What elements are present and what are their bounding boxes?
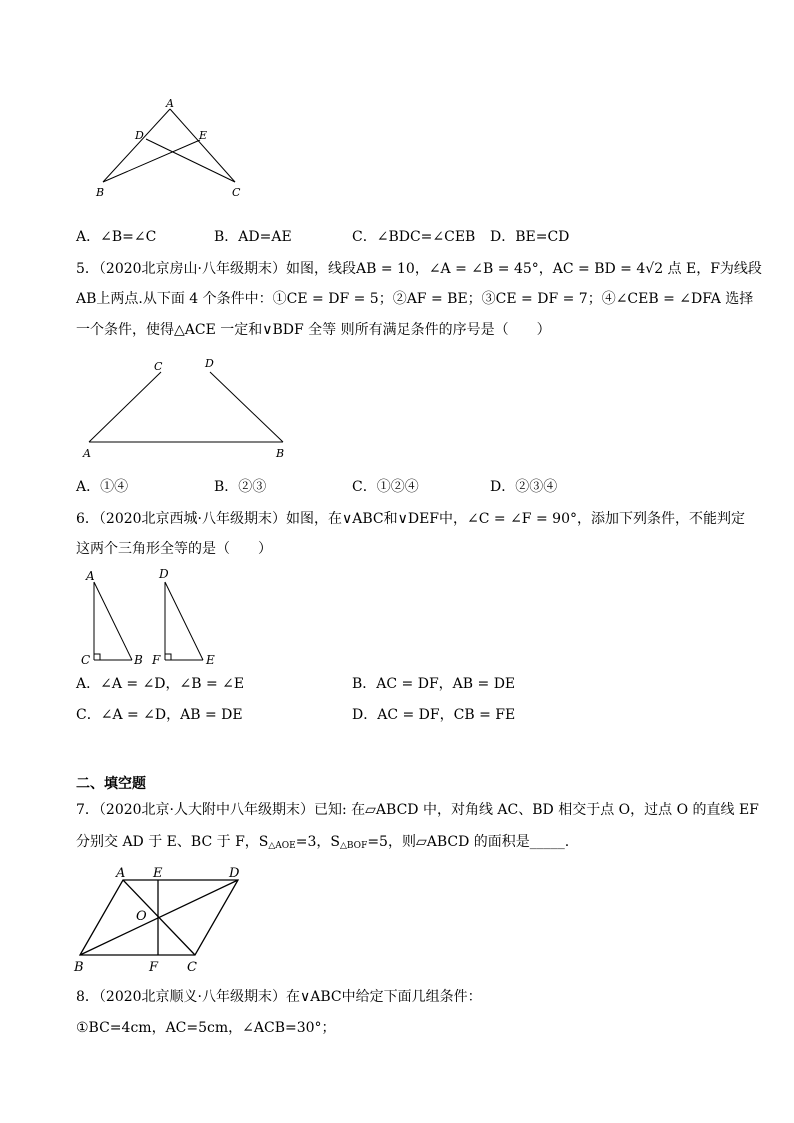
- fig1-label-c: C: [232, 186, 241, 199]
- q4-option-a: A．∠B=∠C: [76, 229, 157, 245]
- q7-text-line-1: 7．（2020北京·人大附中八年级期末）已知: 在▱ABCD 中，对角线 AC、BD 相交于点 O，过点 O 的直线 EF: [76, 802, 759, 818]
- fig1-label-e: E: [199, 129, 208, 142]
- q7-line2-post: =5，则▱ABCD 的面积是_____.: [367, 834, 570, 850]
- q6-option-c: C．∠A = ∠D，AB = DE: [76, 707, 243, 723]
- fig1-label-b: B: [96, 186, 105, 199]
- q5-option-b: B．②③: [214, 479, 267, 495]
- q6-option-d: D．AC = DF，CB = FE: [352, 707, 516, 723]
- q7-text-line-2: [76, 832, 569, 856]
- q8-text-line-2: ①BC=4cm，AC=5cm，∠ACB=30°；: [76, 1020, 336, 1036]
- fig3-label-a: A: [86, 569, 95, 583]
- q6-text-line-1: 6．（2020北京西城·八年级期末）如图，在∨ABC和∨DEF中，∠C = ∠F = 90°，添加下列条件，不能判定: [76, 511, 745, 527]
- fig2-label-a: A: [83, 447, 91, 460]
- fig4-label-e: E: [153, 866, 163, 881]
- fig3-label-f: F: [152, 653, 161, 667]
- q4-option-b: B．AD=AE: [214, 229, 292, 245]
- fig4-label-o: O: [136, 909, 147, 924]
- q5-option-a: A．①④: [76, 479, 129, 495]
- q7-sub-bof: △BOF: [339, 841, 368, 851]
- fig3-label-c: C: [81, 653, 91, 667]
- fig4-label-c: C: [187, 960, 197, 975]
- q5-text-line-3: 一个条件，使得△ACE 一定和∨BDF 全等 则所有满足条件的序号是（ ）: [76, 322, 551, 338]
- q6-option-a: A．∠A = ∠D，∠B = ∠E: [76, 676, 245, 692]
- q7-sub-aoe: △AOE: [268, 841, 296, 851]
- fig1-label-a: A: [166, 97, 174, 110]
- q5-option-d: D．②③④: [490, 479, 558, 495]
- fig4-label-b: B: [74, 960, 84, 975]
- fig3-label-b: B: [134, 653, 143, 667]
- q7-line2-mid: =3，S: [295, 834, 340, 850]
- q8-text-line-1: 8．（2020北京顺义·八年级期末）在∨ABC中给定下面几组条件：: [76, 989, 482, 1005]
- fig1-label-d: D: [135, 129, 144, 142]
- fig4-label-a: A: [116, 866, 126, 881]
- fig3-label-e: E: [206, 653, 215, 667]
- fig4-label-f: F: [149, 960, 159, 975]
- q5-text-line-2: AB上两点.从下面 4 个条件中：①CE = DF = 5；②AF = BE；③CE = DF = 7；④∠CEB = ∠DFA 选择: [76, 291, 754, 307]
- fig2-label-c: C: [154, 360, 163, 373]
- q6-option-b: B．AC = DF，AB = DE: [352, 676, 516, 692]
- q6-text-line-2: 这两个三角形全等的是（ ）: [76, 541, 272, 557]
- q5-option-c: C．①②④: [352, 479, 419, 495]
- q5-text-line-1: 5．（2020北京房山·八年级期末）如图，线段AB = 10，∠A = ∠B = 45°，AC = BD = 4√2 点 E，F为线段: [76, 261, 762, 277]
- fig3-label-d: D: [159, 567, 169, 581]
- fig2-label-d: D: [205, 357, 214, 370]
- fig2-label-b: B: [276, 447, 285, 460]
- q4-option-d: D．BE=CD: [490, 229, 570, 245]
- section-heading-fill-in: 二、填空题: [76, 776, 146, 792]
- fig4-label-d: D: [229, 866, 240, 881]
- q4-option-c: C．∠BDC=∠CEB: [352, 229, 476, 245]
- q7-line2-pre: 分别交 AD 于 E、BC 于 F，S: [76, 834, 269, 850]
